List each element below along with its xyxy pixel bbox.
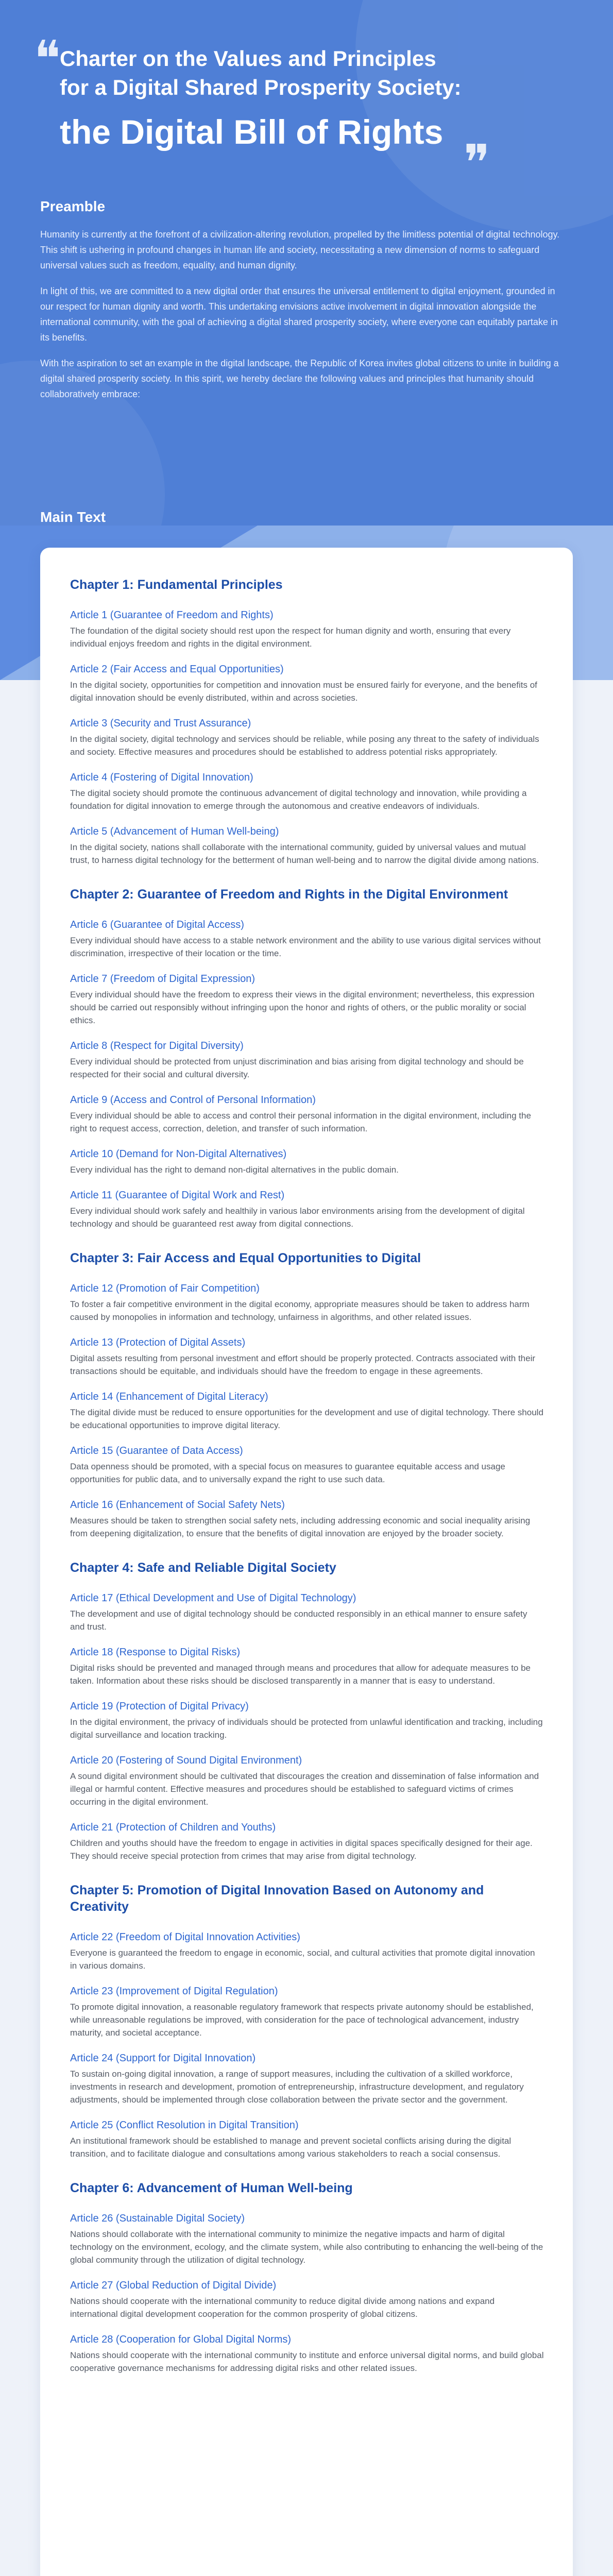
article-body: Nations should collaborate with the international community to minimize the negative impacts and harm of digital technology on the environment, ecology, and the climate system, while also contributing to enhancing the well-being of the global community through the utilization of digital technology. xyxy=(70,2229,543,2265)
preamble-paragraph: In light of this, we are committed to a new digital order that ensures the universal entitlement to digital enjoyment, grounded in our respect for human dignity and worth. This undertaking envisions active involvement in digital innovation alongside the international community, with the goal of achieving a digital shared prosperity society, where everyone can equitably partake in its benefits. xyxy=(40,286,558,343)
article-title: Article 14 (Enhancement of Digital Literacy) xyxy=(70,1391,268,1402)
article xyxy=(70,1147,544,1176)
title-line-1b: for a Digital Shared Prosperity Society: xyxy=(60,75,462,99)
article-body: Every individual should have access to a stable network environment and the ability to use various digital services without discrimination, irrespective of their location or the time. xyxy=(70,936,541,958)
article-body: Nations should cooperate with the international community to reduce digital divide among nations and expand international digital development cooperation for the common prosperity of global citizens. xyxy=(70,2296,495,2319)
article-title: Article 7 (Freedom of Digital Expression) xyxy=(70,973,256,985)
open-quote-icon: ❝ xyxy=(34,30,61,88)
preamble-body xyxy=(40,227,566,412)
article-title: Article 2 (Fair Access and Equal Opportunities) xyxy=(70,664,284,675)
article-body: Children and youths should have the freedom to engage in activities in digital spaces specifically designed for their age. They should receive special protection from crimes that may arise from digital technology. xyxy=(70,1838,533,1861)
article xyxy=(70,1754,544,1808)
article-title: Article 26 (Sustainable Digital Society) xyxy=(70,2213,245,2224)
chapter-title: Chapter 6: Advancement of Human Well-being xyxy=(70,2181,353,2195)
article xyxy=(70,2212,544,2266)
article-title: Article 15 (Guarantee of Data Access) xyxy=(70,1445,243,1456)
article-title: Article 28 (Cooperation for Global Digital Norms) xyxy=(70,2334,292,2345)
article xyxy=(70,717,544,758)
article xyxy=(70,771,544,812)
article xyxy=(70,1282,544,1324)
article-title: Article 18 (Response to Digital Risks) xyxy=(70,1647,241,1658)
article-title: Article 22 (Freedom of Digital Innovation Activities) xyxy=(70,1931,300,1943)
article-title: Article 21 (Protection of Children and Youths) xyxy=(70,1822,276,1833)
chapter-title: Chapter 5: Promotion of Digital Innovation Based on Autonomy and Creativity xyxy=(70,1883,484,1914)
chapter-section xyxy=(70,1250,544,1540)
article-body: In the digital society, nations shall collaborate with the international community, guided by universal values and mutual trust, to harness digital technology for the betterment of human well-being and to narrow the digital divide among nations. xyxy=(70,842,539,865)
chapter-title: Chapter 4: Safe and Reliable Digital Society xyxy=(70,1561,336,1575)
article-title: Article 4 (Fostering of Digital Innovation) xyxy=(70,772,253,783)
article-title: Article 12 (Promotion of Fair Competition) xyxy=(70,1283,260,1294)
article-body: The foundation of the digital society should rest upon the respect for human dignity and worth, ensuring that every individual enjoys freedom and rights in the digital environment. xyxy=(70,626,511,649)
article-title: Article 25 (Conflict Resolution in Digital Transition) xyxy=(70,2120,299,2131)
article xyxy=(70,1930,544,1972)
article xyxy=(70,825,544,867)
article xyxy=(70,663,544,704)
article-title: Article 9 (Access and Control of Personal Information) xyxy=(70,1094,316,1106)
article xyxy=(70,1444,544,1486)
article-title: Article 19 (Protection of Digital Privacy) xyxy=(70,1701,249,1712)
chapter-title: Chapter 3: Fair Access and Equal Opportunities to Digital xyxy=(70,1251,421,1265)
article xyxy=(70,1390,544,1432)
article-body: The digital society should promote the continuous advancement of digital technology and innovation, while providing a foundation for digital innovation to emerge through the autonomous and creative endeavors of individuals. xyxy=(70,788,527,811)
main-text-card xyxy=(40,548,573,2576)
chapter-title: Chapter 1: Fundamental Principles xyxy=(70,578,283,592)
article-body: Nations should cooperate with the international community to institute and enforce universal digital norms, and build global cooperative governance mechanisms for addressing digital risks and other related issues. xyxy=(70,2350,544,2373)
chapters-container xyxy=(70,577,544,2394)
article-body: The digital divide must be reduced to ensure opportunities for the development and use of digital technology. There should be educational opportunities to improve digital literacy. xyxy=(70,1408,543,1430)
article-title: Article 8 (Respect for Digital Diversity) xyxy=(70,1040,244,1052)
preamble-heading: Preamble xyxy=(40,198,106,214)
main-text-heading: Main Text xyxy=(40,509,106,525)
chapter-section xyxy=(70,2180,544,2375)
article xyxy=(70,1039,544,1081)
chapter-section xyxy=(70,577,544,867)
article-title: Article 17 (Ethical Development and Use of Digital Technology) xyxy=(70,1592,356,1604)
article xyxy=(70,1591,544,1633)
article-body: Every individual has the right to demand non-digital alternatives in the public domain. xyxy=(70,1165,399,1175)
title-line-1: Charter on the Values and Principles xyxy=(60,46,436,71)
hero-section xyxy=(0,0,613,526)
article xyxy=(70,2052,544,2106)
article-body: The development and use of digital technology should be conducted responsibly in an ethical manner to ensure safety and trust. xyxy=(70,1609,527,1632)
article-title: Article 16 (Enhancement of Social Safety Nets) xyxy=(70,1499,285,1511)
article-title: Article 3 (Security and Trust Assurance) xyxy=(70,718,251,729)
article-body: Every individual should be protected from unjust discrimination and bias arising from digital technology and should be respected for their social and cultural diversity. xyxy=(70,1057,524,1079)
article xyxy=(70,2279,544,2320)
article-title: Article 23 (Improvement of Digital Regulation) xyxy=(70,1986,278,1997)
chapter-section xyxy=(70,886,544,1230)
article-title: Article 27 (Global Reduction of Digital Divide) xyxy=(70,2280,277,2291)
article-body: To promote digital innovation, a reasonable regulatory framework that respects private autonomy should be established, while unreasonable regulations be improved, with consideration for the pace of technological advancement, industry maturity, and societal acceptance. xyxy=(70,2002,534,2038)
preamble-paragraph: With the aspiration to set an example in the digital landscape, the Republic of Korea invites global citizens to unite in building a digital shared prosperity society. In this spirit, we hereby declare the following values and principles that humanity should collaboratively embrace: xyxy=(40,358,559,399)
article xyxy=(70,918,544,960)
chapter-section xyxy=(70,1882,544,2160)
article-body: In the digital society, digital technology and services should be reliable, while posing any threat to the safety of individuals and society. Effective measures and procedures should be established to address potential risks appropriately. xyxy=(70,734,539,757)
article-title: Article 10 (Demand for Non-Digital Alternatives) xyxy=(70,1148,287,1160)
article-body: In the digital society, opportunities for competition and innovation must be ensured fairly for everyone, and the benefits of digital innovation should be evenly distributed, within and across societies. xyxy=(70,680,537,703)
article-body: Every individual should work safely and healthily in various labor environments arising from the development of digital technology and should be guaranteed rest away from digital connections. xyxy=(70,1206,525,1229)
article-title: Article 1 (Guarantee of Freedom and Rights) xyxy=(70,609,274,621)
article xyxy=(70,1336,544,1378)
article-body: An institutional framework should be established to manage and prevent societal conflicts arising during the digital transition, and to facilitate dialogue and consultations among various stakeholders to reach a social consensus. xyxy=(70,2136,512,2159)
article-body: In the digital environment, the privacy of individuals should be protected from unlawful identification and tracking, including digital surveillance and location tracking. xyxy=(70,1717,543,1740)
article-body: A sound digital environment should be cultivated that discourages the creation and dissemination of false information and illegal or harmful content. Effective measures and procedures should be established to safeguard victims of crimes occurring in the digital environment. xyxy=(70,1771,539,1807)
article-body: Digital risks should be prevented and managed through means and procedures that allow for adequate measures to be taken. Information about these risks should be disclosed transparently in a manner that is easy to understand. xyxy=(70,1663,531,1686)
article xyxy=(70,1189,544,1230)
preamble-paragraph: Humanity is currently at the forefront of a civilization-altering revolution, propelled by the limitless potential of digital technology. This shift is ushering in profound changes in human life and society, necessitating a new dimension of norms to safeguard universal values such as freedom, equality, and human dignity. xyxy=(40,229,560,270)
article-body: To foster a fair competitive environment in the digital economy, appropriate measures should be taken to address harm caused by monopolies in information and technology, unfairness in algorithms, and other related issues. xyxy=(70,1299,530,1322)
article-title: Article 6 (Guarantee of Digital Access) xyxy=(70,919,244,930)
close-quote-icon: ❞ xyxy=(464,134,490,192)
article xyxy=(70,2333,544,2375)
article xyxy=(70,1646,544,1687)
title-line-2: the Digital Bill of Rights xyxy=(60,113,444,151)
article xyxy=(70,1821,544,1862)
article-body: To sustain on-going digital innovation, a range of support measures, including the cultivation of a skilled workforce, investments in research and development, promotion of entrepreneurship, infrastructure development, and regulatory adjustments, should be implemented through close collaboration between the private sector and the government. xyxy=(70,2069,524,2105)
article-title: Article 11 (Guarantee of Digital Work and Rest) xyxy=(70,1190,285,1201)
page-title xyxy=(40,44,571,152)
article-body: Digital assets resulting from personal investment and effort should be properly protected. Contracts associated with their transactions should be equitable, and individuals should have the freedom to engage in these agreements. xyxy=(70,1353,536,1376)
article-body: Every individual should have the freedom to express their views in the digital environment; nevertheless, this expression should be carried out responsibly without infringing upon the honor and rights of others, or the public morality or social ethics. xyxy=(70,990,535,1025)
article xyxy=(70,608,544,650)
article-title: Article 5 (Advancement of Human Well-being) xyxy=(70,826,279,837)
article xyxy=(70,1093,544,1135)
article-title: Article 20 (Fostering of Sound Digital Environment) xyxy=(70,1755,302,1766)
chapter-section xyxy=(70,1560,544,1862)
article-title: Article 24 (Support for Digital Innovation) xyxy=(70,2053,256,2064)
article xyxy=(70,972,544,1027)
article-title: Article 13 (Protection of Digital Assets) xyxy=(70,1337,246,1348)
article xyxy=(70,1985,544,2039)
article-body: Every individual should be able to access and control their personal information in the digital environment, including the right to request access, correction, deletion, and transfer of such information. xyxy=(70,1111,531,1133)
article xyxy=(70,2119,544,2160)
article-body: Measures should be taken to strengthen social safety nets, including addressing economic and social inequality arising from deepening digitalization, to ensure that the benefits of digital innovation are enjoyed by the broader society. xyxy=(70,1516,531,1538)
chapter-title: Chapter 2: Guarantee of Freedom and Rights in the Digital Environment xyxy=(70,887,508,902)
article xyxy=(70,1498,544,1540)
article-body: Data openness should be promoted, with a special focus on measures to guarantee equitable access and usage opportunities for public data, and to universally expand the right to use such data. xyxy=(70,1462,505,1484)
article-body: Everyone is guaranteed the freedom to engage in economic, social, and cultural activities that promote digital innovation in various domains. xyxy=(70,1948,535,1971)
article xyxy=(70,1700,544,1741)
